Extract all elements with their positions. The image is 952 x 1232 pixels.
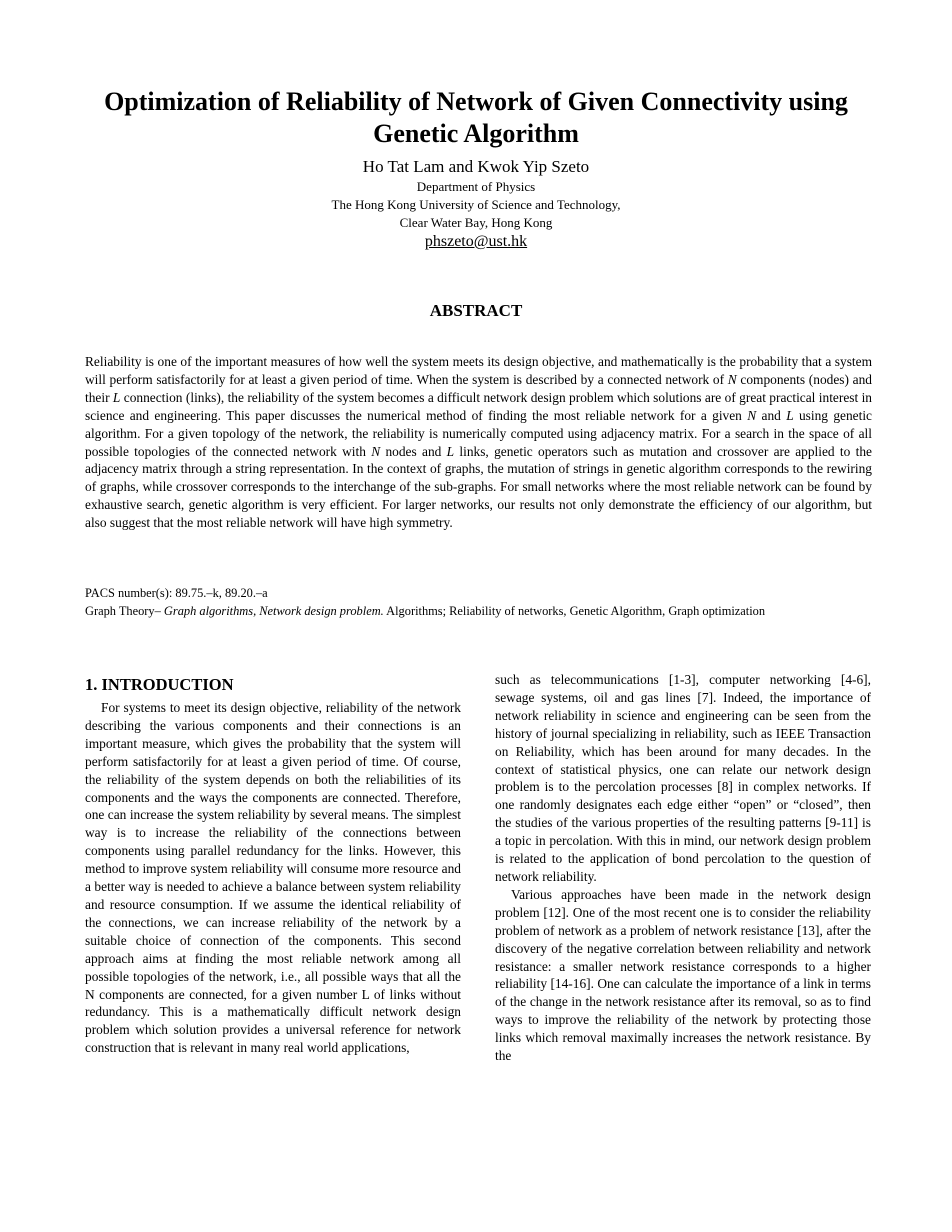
intro-paragraph-2: Various approaches have been made in the network design problem [12]. One of the most recent one is to consider the reliability problem of network as a problem of network resistance [13], after the discovery of the negative correlation between reliability and network resistance: a smaller network resistance corresponds to a higher reliability [14-16]. One can calculate the importance of a link in terms of the change in the network resistance after its removal, so as to find ways to improve the reliability of the network by protecting those links which removal maximally increases the network resistance. By the	[495, 886, 871, 1064]
section-heading-introduction: 1. INTRODUCTION	[85, 675, 234, 694]
author-email[interactable]	[60, 232, 892, 252]
abstract-heading: ABSTRACT	[429, 301, 523, 320]
affiliation-university: The Hong Kong University of Science and Technology,	[331, 197, 621, 212]
email-link[interactable]: phszeto@ust.hk	[424, 233, 528, 250]
intro-paragraph-1: For systems to meet its design objective, reliability of the network describing the various components and their connections is an important measure, which gives the probability that the system will perform satisfactorily for at least a given period of time. Of course, the reliability of the system depends on both the reliabilities of its components and the ways the components are connected. Therefore, one can increase the system reliability by several means. The simplest way is to increase the reliability of the connections between components using parallel redundancy for the links. However, this method to improve system reliability will consume more resource and a better way is needed to achieve a balance between system reliability and resource consumption. If we assume the identical reliability of the connections, we can increase reliability of the network by a suitable choice of connection of the components. This second approach aims at finding the most reliable network among all possible topologies of the network, i.e., all possible ways that all the N components are connected, for a given number L of links without redundancy. This is a mathematically difficult network design problem which solution provides a universal reference for network construction that is relevant in many real world applications,	[85, 700, 461, 1056]
pacs-numbers: PACS number(s): 89.75.–k, 89.20.–a	[85, 586, 268, 600]
paper-title: Optimization of Reliability of Network of Given Connectivity using Genetic Algorithm	[104, 87, 848, 148]
keywords: Graph Theory– Graph algorithms, Network design problem. Algorithms; Reliability of networks, Genetic Algorithm, Graph optimization	[85, 604, 766, 618]
author-list: Ho Tat Lam and Kwok Yip Szeto	[362, 157, 590, 176]
column-right	[495, 671, 871, 1065]
affiliation-department: Department of Physics	[416, 179, 536, 194]
intro-paragraph-continued: such as telecommunications [1-3], computer networking [4-6], sewage systems, oil and gas lines [7]. Indeed, the importance of network reliability in science and engineering can be seen from the history of journal specializing in reliability, such as IEEE Transaction on Reliability, which has been around for many decades. In the context of statistical physics, one can relate our network design problem is to the percolation processes [8] in complex networks. If one randomly designates each edge either “open” or “closed”, then the studies of the various properties of the resulting patterns [9-11] is a topic in percolation. With this in mind, our network design problem is related to the application of bond percolation to the question of network reliability.	[495, 672, 871, 884]
column-left	[85, 699, 461, 1057]
abstract-text: Reliability is one of the important measures of how well the system meets its design objective, and mathematically is the probability that a system will perform satisfactorily for at least a given period of time. When the system is described by a connected network of N components (nodes) and their L connection (links), the reliability of the system becomes a difficult network design problem which solutions are of great practical interest in science and engineering. This paper discusses the numerical method of finding the most reliable network for a given N and L using genetic algorithm. For a given topology of the network, the reliability is numerically computed using adjacency matrix. For a search in the space of all possible topologies of the connected network with N nodes and L links, genetic operators such as mutation and crossover are applied to the adjacency matrix through a string representation. In the context of graphs, the mutation of strings in genetic algorithm corresponds to the rewiring of graphs, while crossover corresponds to the interchange of the sub-graphs. For small networks where the most reliable network can be found by exhaustive search, genetic algorithm is very efficient. For larger networks, our results not only demonstrate the efficiency of our algorithm, but also suggest that the most reliable network will have high symmetry.	[85, 354, 873, 531]
affiliation-address: Clear Water Bay, Hong Kong	[399, 215, 553, 230]
